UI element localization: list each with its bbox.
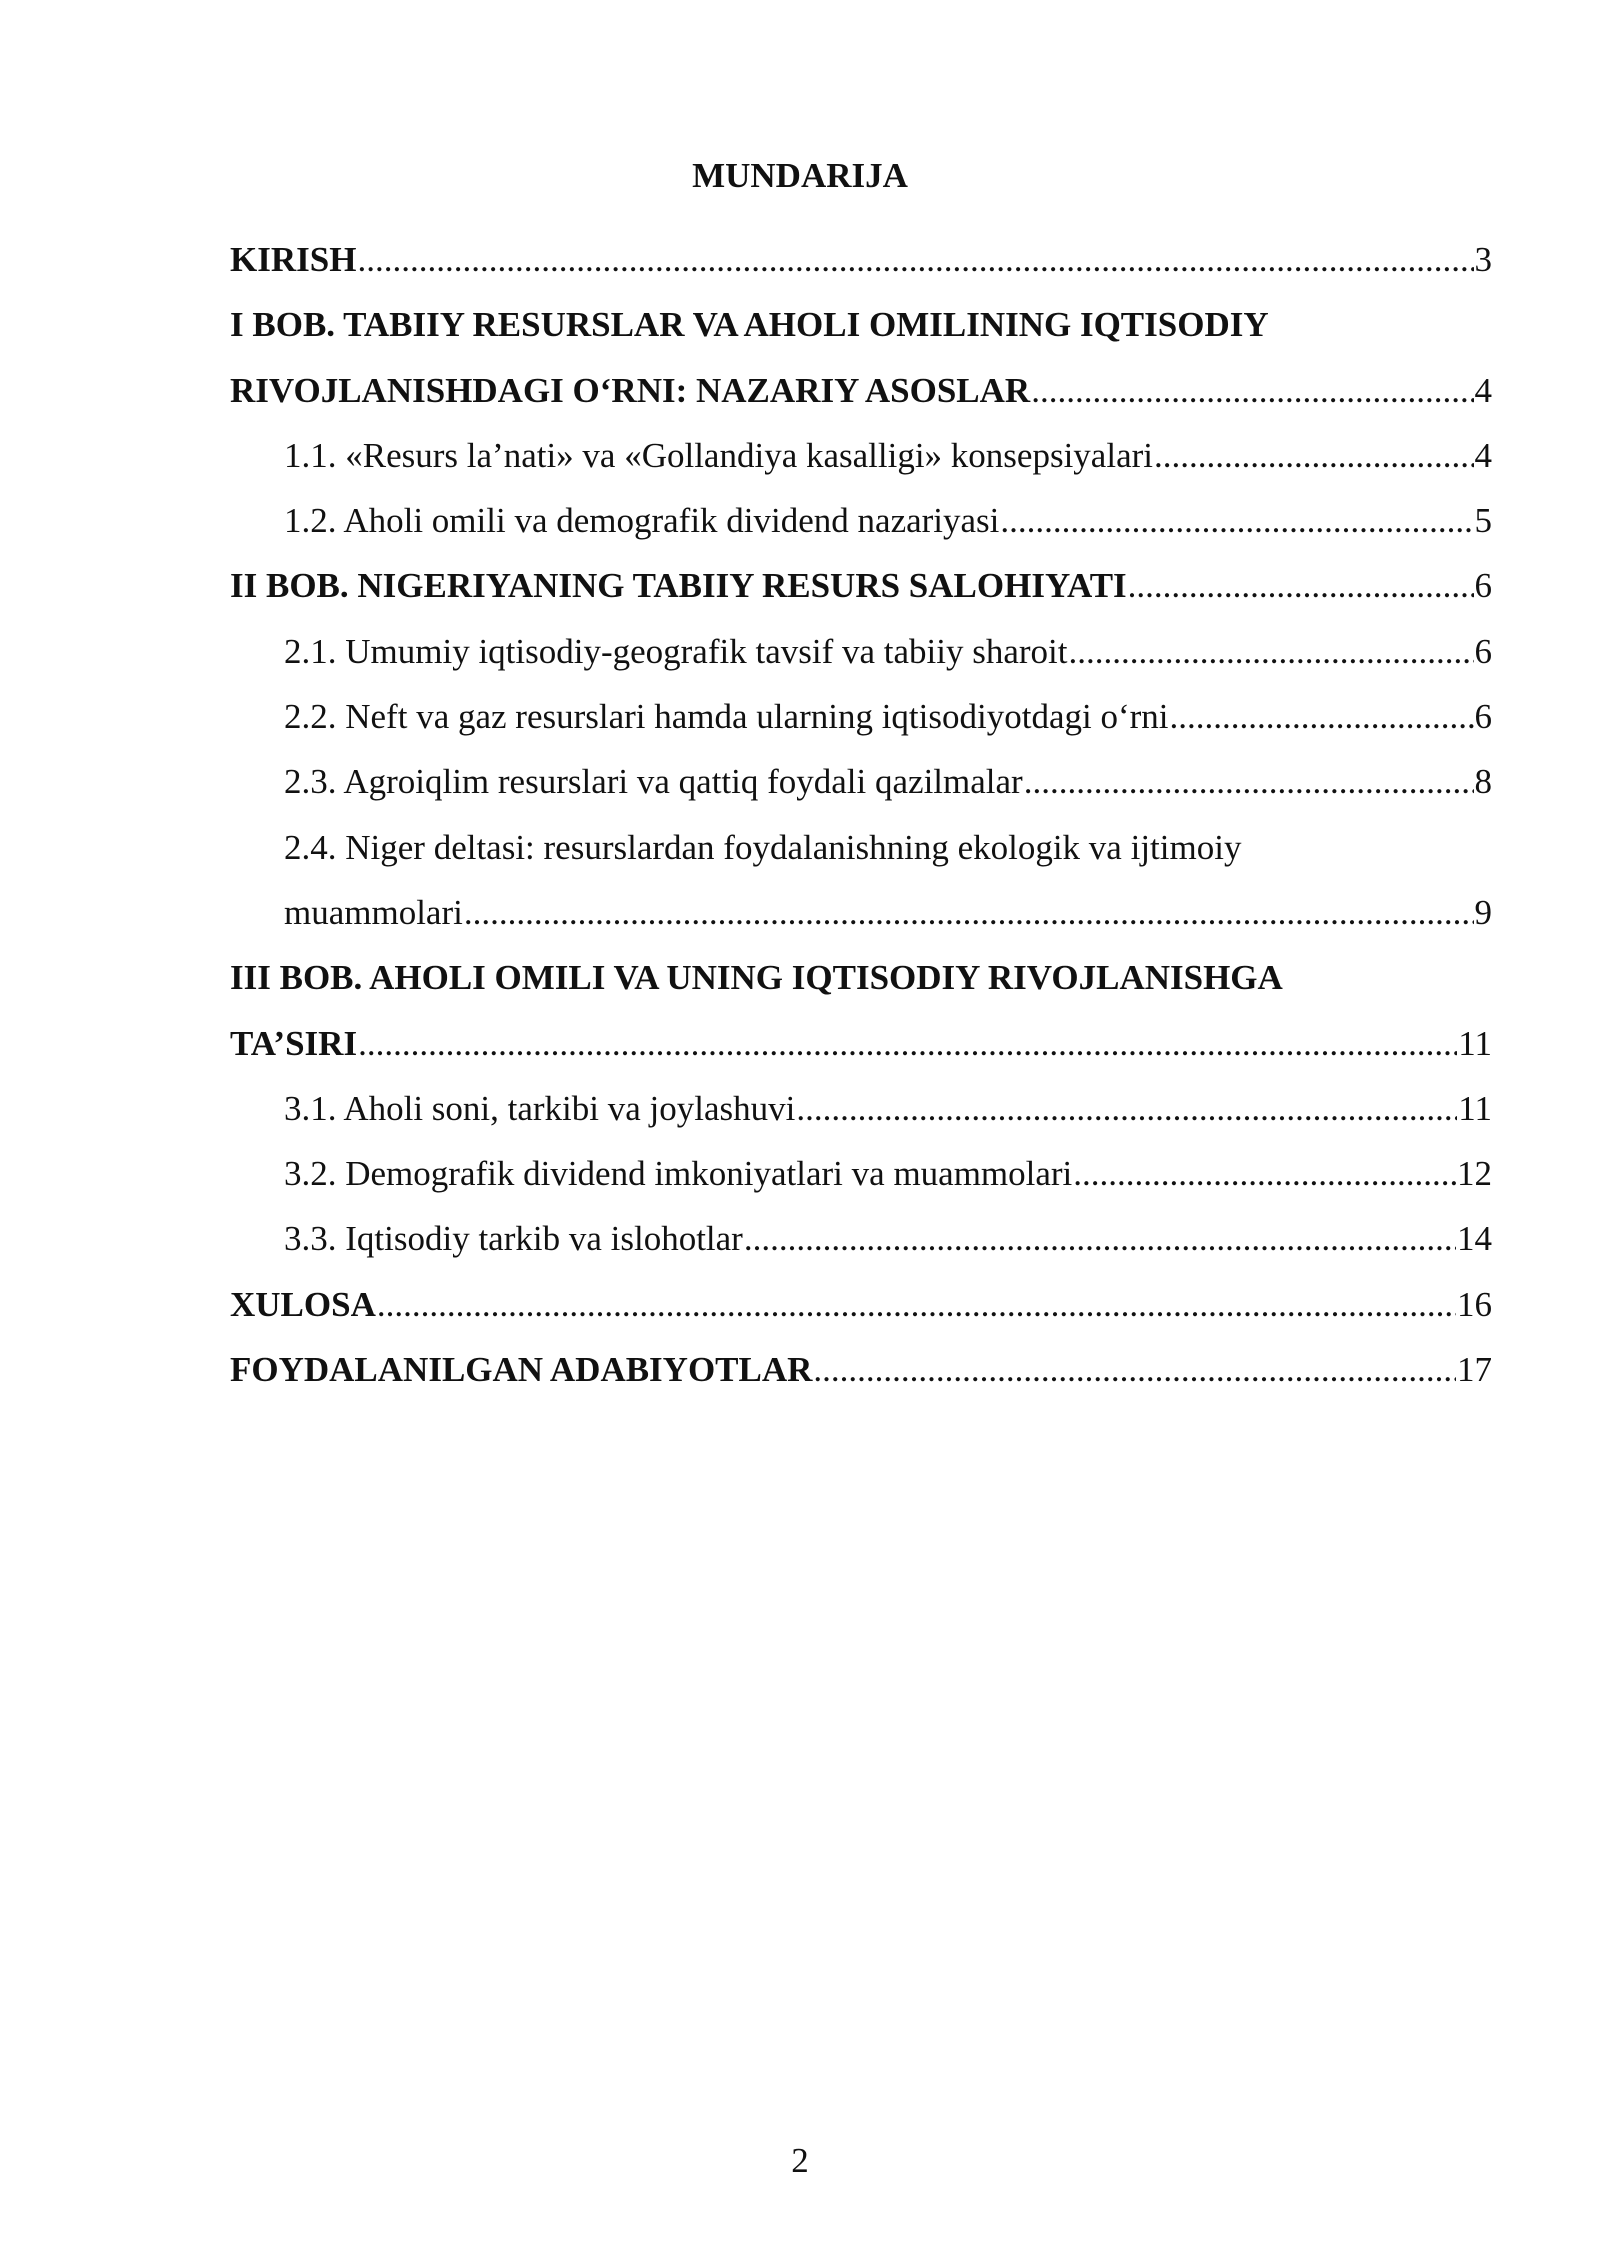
toc-entry-1-2[interactable]: [230, 488, 1492, 553]
dot-leader: [1000, 488, 1473, 553]
page-title: MUNDARIJA: [692, 156, 908, 195]
dot-leader: [1170, 684, 1474, 749]
toc-entry-page: 8: [1474, 762, 1492, 802]
dot-leader: [464, 880, 1474, 945]
dot-leader: [357, 227, 1473, 292]
toc-entry-2-4-line1[interactable]: [230, 815, 1492, 880]
dot-leader: [744, 1206, 1456, 1271]
toc-entry-page: 16: [1457, 1284, 1492, 1324]
toc-entry-page: 14: [1457, 1219, 1492, 1259]
dot-leader: [1128, 553, 1474, 618]
toc-entry-text: 3.1. Aholi soni, tarkibi va joylashuvi: [284, 1088, 796, 1128]
toc-entry-page: 9: [1474, 892, 1492, 932]
dot-leader: [796, 1076, 1457, 1141]
toc-entry-text: III BOB. AHOLI OMILI VA UNING IQTISODIY RIVOJLANISHGA: [230, 958, 1283, 998]
toc-entry-text: 3.3. Iqtisodiy tarkib va islohotlar: [284, 1219, 743, 1259]
toc-entry-text: 3.2. Demografik dividend imkoniyatlari va muammolari: [284, 1154, 1073, 1194]
toc-entry-text: muammolari: [284, 892, 463, 932]
toc-entry-bob2[interactable]: [230, 553, 1492, 618]
dot-leader: [1154, 423, 1474, 488]
toc-entry-text: TA’SIRI: [230, 1023, 358, 1063]
toc-entry-bob3-line1[interactable]: [230, 945, 1492, 1010]
toc-entry-2-1[interactable]: [230, 619, 1492, 684]
dot-leader: [1068, 619, 1473, 684]
toc-entry-kirish[interactable]: [230, 227, 1492, 292]
toc-entry-text: 2.1. Umumiy iqtisodiy-geografik tavsif va tabiiy sharoit: [284, 631, 1068, 671]
toc-entry-page: 4: [1474, 435, 1492, 475]
page-number: 2: [791, 2141, 809, 2180]
toc-entry-2-4-line2[interactable]: [230, 880, 1492, 945]
toc-entry-page: 6: [1474, 631, 1492, 671]
toc-entry-page: 11: [1458, 1023, 1492, 1063]
dot-leader: [377, 1272, 1456, 1337]
dot-leader: [1031, 358, 1473, 423]
toc-entry-page: 6: [1474, 566, 1492, 606]
toc-entry-bob3-line2[interactable]: [230, 1011, 1492, 1076]
toc-entry-page: 6: [1474, 697, 1492, 737]
toc-entry-page: 17: [1457, 1350, 1492, 1390]
toc-entry-3-2[interactable]: [230, 1141, 1492, 1206]
toc-entry-text: 2.3. Agroiqlim resurslari va qattiq foydali qazilmalar: [284, 762, 1023, 802]
dot-leader: [358, 1011, 1457, 1076]
toc-entry-text: KIRISH: [230, 240, 357, 279]
toc-entry-page: 11: [1458, 1088, 1492, 1128]
dot-leader: [1073, 1141, 1456, 1206]
toc-entry-text: 2.4. Niger deltasi: resurslardan foydalanishning ekologik va ijtimoiy: [284, 827, 1242, 867]
toc-entry-xulosa[interactable]: [230, 1272, 1492, 1337]
toc-entry-text: RIVOJLANISHDAGI O‘RNI: NAZARIY ASOSLAR: [230, 370, 1031, 410]
toc-entry-1-1[interactable]: [230, 423, 1492, 488]
toc-entry-bob1-line2[interactable]: [230, 358, 1492, 423]
toc-entry-2-2[interactable]: [230, 684, 1492, 749]
toc-entry-bob1-line1[interactable]: [230, 292, 1492, 357]
toc-entry-page: 4: [1474, 370, 1492, 410]
toc-entry-page: 3: [1474, 240, 1492, 279]
dot-leader: [813, 1337, 1456, 1402]
toc-entry-text: FOYDALANILGAN ADABIYOTLAR: [230, 1350, 813, 1390]
table-of-contents: [230, 227, 1492, 1402]
toc-entry-adabiyotlar[interactable]: [230, 1337, 1492, 1402]
toc-entry-text: I BOB. TABIIY RESURSLAR VA AHOLI OMILINING IQTISODIY: [230, 305, 1269, 345]
toc-entry-page: 12: [1457, 1154, 1492, 1194]
toc-entry-text: 1.1. «Resurs la’nati» va «Gollandiya kasalligi» konsepsiyalari: [284, 435, 1153, 475]
dot-leader: [1024, 749, 1474, 814]
toc-entry-3-3[interactable]: [230, 1206, 1492, 1271]
toc-entry-page: 5: [1474, 501, 1492, 541]
toc-entry-3-1[interactable]: [230, 1076, 1492, 1141]
toc-entry-text: XULOSA: [230, 1284, 376, 1324]
toc-entry-2-3[interactable]: [230, 749, 1492, 814]
toc-entry-text: II BOB. NIGERIYANING TABIIY RESURS SALOHIYATI: [230, 566, 1127, 606]
toc-entry-text: 2.2. Neft va gaz resurslari hamda ularning iqtisodiyotdagi o‘rni: [284, 697, 1169, 737]
toc-entry-text: 1.2. Aholi omili va demografik dividend nazariyasi: [284, 501, 1000, 541]
